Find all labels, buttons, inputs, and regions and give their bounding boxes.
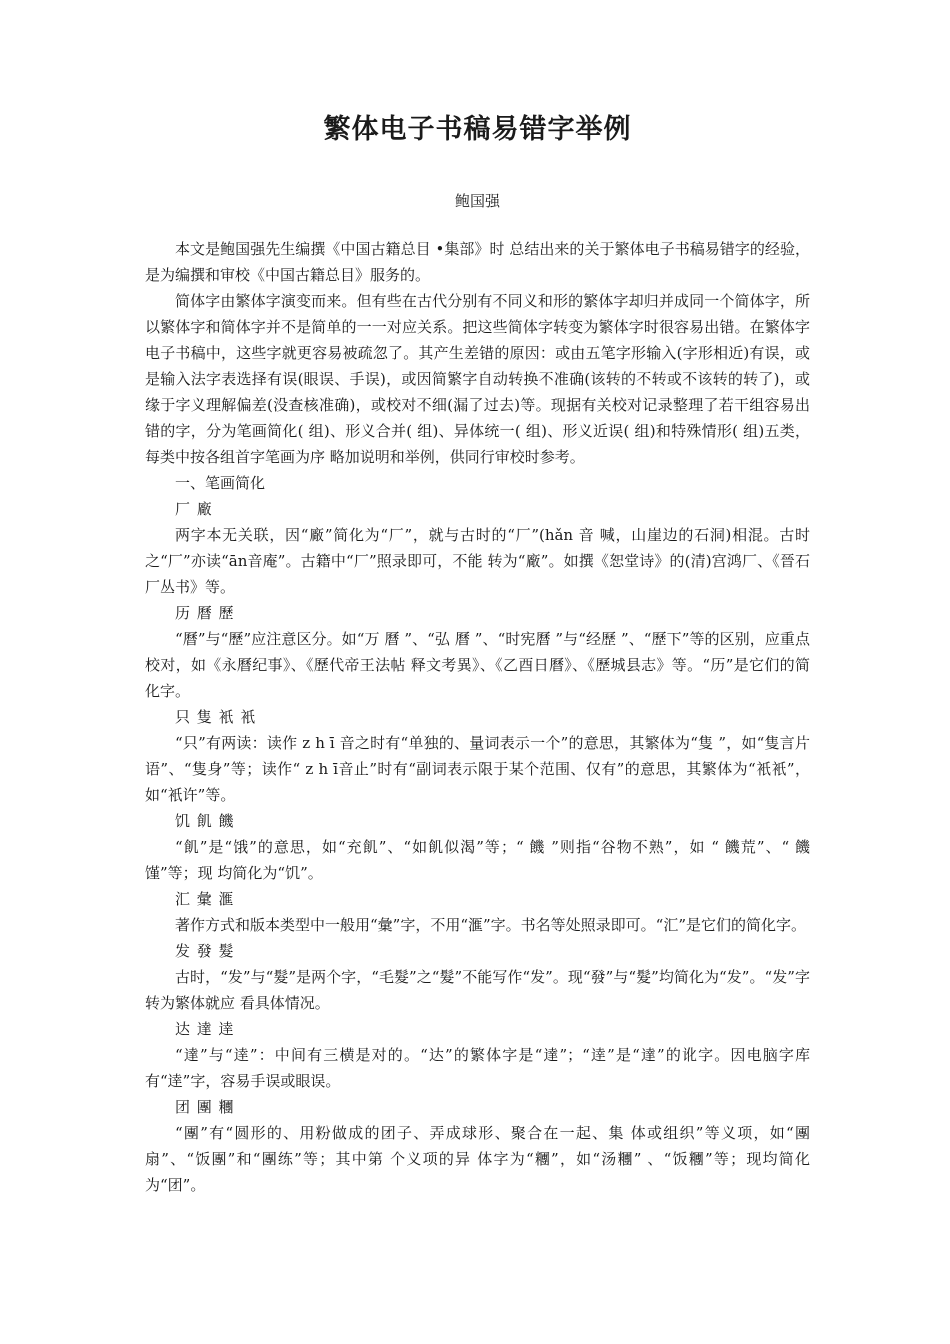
- document-title: 繁体电子书稿易错字举例: [323, 114, 632, 145]
- body-paragraph: “團”有“圆形的、用粉做成的团子、弄成球形、聚合在一起、集 体或组织”等义项，如“團扇”、“饭團”和“團练”等；其中第 个义项的异 体字为“糰”，如“汤糰” 、“饭糰”等；现均简化为“团”。: [145, 1124, 810, 1194]
- character-group-heading: 团 團 糰: [175, 1098, 235, 1116]
- body-paragraph: 著作方式和版本类型中一般用“彙”字，不用“滙”字。书名等处照录即可。“汇”是它们的简化字。: [175, 916, 807, 934]
- body-paragraph: “飢”是“饿”的意思，如“充飢”、“如飢似渴”等；“ 饑 ”则指“谷物不熟”，如 “ 饑荒”、“ 饑馑”等；现 均简化为“饥”。: [145, 838, 810, 882]
- character-group-heading: 只 隻 衹 衹: [175, 708, 257, 726]
- body-paragraph: 古时，“发”与“髮”是两个字，“毛髮”之“髮”不能写作“发”。现“發”与“髮”均简化为“发”。“发”字转为繁体就应 看具体情况。: [145, 968, 810, 1012]
- character-group-heading: 汇 彙 滙: [175, 890, 235, 908]
- section-heading: 一、笔画简化: [175, 474, 266, 492]
- body-paragraph: “只”有两读：读作 z h ī 音之时有“单独的、量词表示一个”的意思，其繁体为“隻 ”，如“隻言片语”、“隻身”等；读作“ z h ī音止”时有“副词表示限于某个范围、仅有”的意思，其繁体为“衹衹”，如“衹许”等。: [145, 734, 810, 804]
- character-group-heading: 历 曆 歷: [175, 604, 235, 622]
- character-group-heading: 发 發 髮: [175, 942, 235, 960]
- body-paragraph: 本文是鲍国强先生编撰《中国古籍总目 •集部》时 总结出来的关于繁体电子书稿易错字的经验，是为编撰和审校《中国古籍总目》服务的。: [145, 240, 810, 284]
- character-group-heading: 达 達 逹: [175, 1020, 235, 1038]
- body-paragraph: “達”与“逹”：中间有三横是对的。“达”的繁体字是“達”；“逹”是“達”的讹字。因电脑字库 有“逹”字，容易手误或眼误。: [145, 1046, 810, 1090]
- character-group-heading: 厂 廠: [175, 500, 213, 518]
- character-group-heading: 饥 飢 饑: [175, 812, 235, 830]
- document-page: [145, 110, 810, 1198]
- document-body: [145, 236, 810, 1198]
- body-paragraph: “曆”与“歷”应注意区分。如“万 曆 ”、“弘 曆 ”、“时宪曆 ”与“经歷 ”、“歷下”等的区别，应重点校对，如《永曆纪事》、《歷代帝王法帖 释文考異》、《乙酉日曆》、《歷城县志》等。“历”是它们的简化字。: [145, 630, 810, 700]
- body-paragraph: 简体字由繁体字演变而来。但有些在古代分别有不同义和形的繁体字却归并成同一个简体字，所以繁体字和简体字并不是简单的一一对应关系。把这些简体字转变为繁体字时很容易出错。在繁体字电子书稿中，这些字就更容易被疏忽了。其产生差错的原因：或由五笔字形输入(字形相近)有误，或是输入法字表选择有误(眼误、手误)，或因简繁字自动转换不准确(该转的不转或不该转的转了)，或缘于字义理解偏差(没查核准确)，或校对不细(漏了过去)等。现据有关校对记录整理了若干组容易出错的字，分为笔画简化( 组)、形义合并( 组)、异体统一( 组)、形义近误( 组)和特殊情形( 组)五类，每类中按各组首字笔画为序 略加说明和举例，供同行审校时参考。: [145, 292, 810, 466]
- author-name: 鲍国强: [454, 192, 500, 210]
- body-paragraph: 两字本无关联，因“廠”简化为“厂”，就与古时的“厂”(hǎn 音 喊，山崖边的石洞)相混。古时之“厂”亦读“ān音庵”。古籍中“厂”照录即可，不能 转为“廠”。如撰《恕堂诗》的(清)宫鸿厂、《晉石厂丛书》等。: [145, 526, 810, 596]
